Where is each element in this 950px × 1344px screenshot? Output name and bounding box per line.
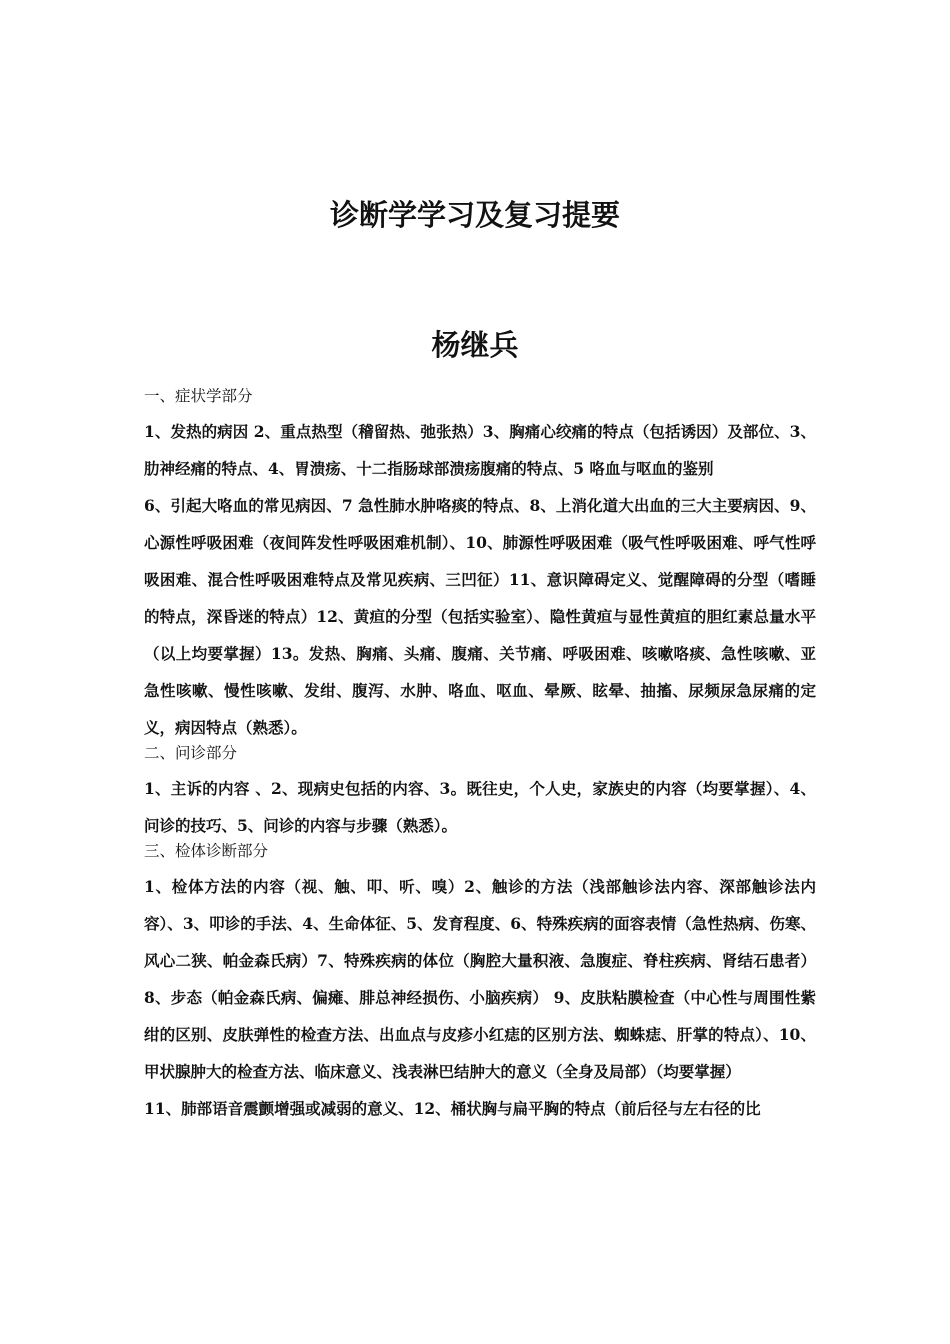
section-paragraph: 1、发热的病因 2、重点热型（稽留热、弛张热）3、胸痛心绞痛的特点（包括诱因）及部位、3、肋神经痛的特点、4、胃溃疡、十二指肠球部溃疡腹痛的特点、5 咯血与呕血的鉴别 xyxy=(144,422,816,478)
section-paragraph: 11、肺部语音震颤增强或减弱的意义、12、桶状胸与扁平胸的特点（前后径与左右径的比 xyxy=(144,1099,761,1118)
section-paragraph: 6、引起大咯血的常见病因、7 急性肺水肿咯痰的特点、8、上消化道大出血的三大主要病因、9、心源性呼吸困难（夜间阵发性呼吸困难机制）、10、肺源性呼吸困难（吸气性呼吸困难、呼气性呼吸困难、混合性呼吸困难特点及常见疾病、三凹征）11、意识障碍定义、觉醒障碍的分型（嗜睡的特点，深昏迷的特点）12、黄疸的分型（包括实验室）、隐性黄疸与显性黄疸的胆红素总量水平（以上均要掌握）13。发热、胸痛、头痛、腹痛、关节痛、呼吸困难、咳嗽咯痰、急性咳嗽、亚急性咳嗽、慢性咳嗽、发绀、腹泻、水肿、咯血、呕血、晕厥、眩晕、抽搐、尿频尿急尿痛的定义，病因特点（熟悉）。 xyxy=(144,496,816,737)
section-heading-physical-exam: 三、检体诊断部分 xyxy=(144,842,269,860)
section-heading-symptoms: 一、症状学部分 xyxy=(144,387,253,405)
document-body xyxy=(144,383,816,1127)
section-paragraph: 1、主诉的内容 、2、现病史包括的内容、3。既往史，个人史，家族史的内容（均要掌握）、4、问诊的技巧、5、问诊的内容与步骤（熟悉）。 xyxy=(144,779,816,835)
section-heading-inquiry: 二、问诊部分 xyxy=(144,744,238,762)
section-paragraph: 1、检体方法的内容（视、触、叩、听、嗅）2、触诊的方法（浅部触诊法内容、深部触诊法内容）、3、叩诊的手法、4、生命体征、5、发育程度、6、特殊疾病的面容表情（急性热病、伤寒、风心二狭、帕金森氏病）7、特殊疾病的体位（胸腔大量积液、急腹症、脊柱疾病、肾结石患者）8、步态（帕金森氏病、偏瘫、腓总神经损伤、小脑疾病） 9、皮肤粘膜检查（中心性与周围性紫绀的区别、皮肤弹性的检查方法、出血点与皮疹小红痣的区别方法、蜘蛛痣、肝掌的特点）、10、甲状腺肿大的检查方法、临床意义、浅表淋巴结肿大的意义（全身及局部）（均要掌握） xyxy=(144,877,816,1081)
document-title: 诊断学学习及复习提要 xyxy=(329,198,620,232)
document-author: 杨继兵 xyxy=(431,328,519,362)
